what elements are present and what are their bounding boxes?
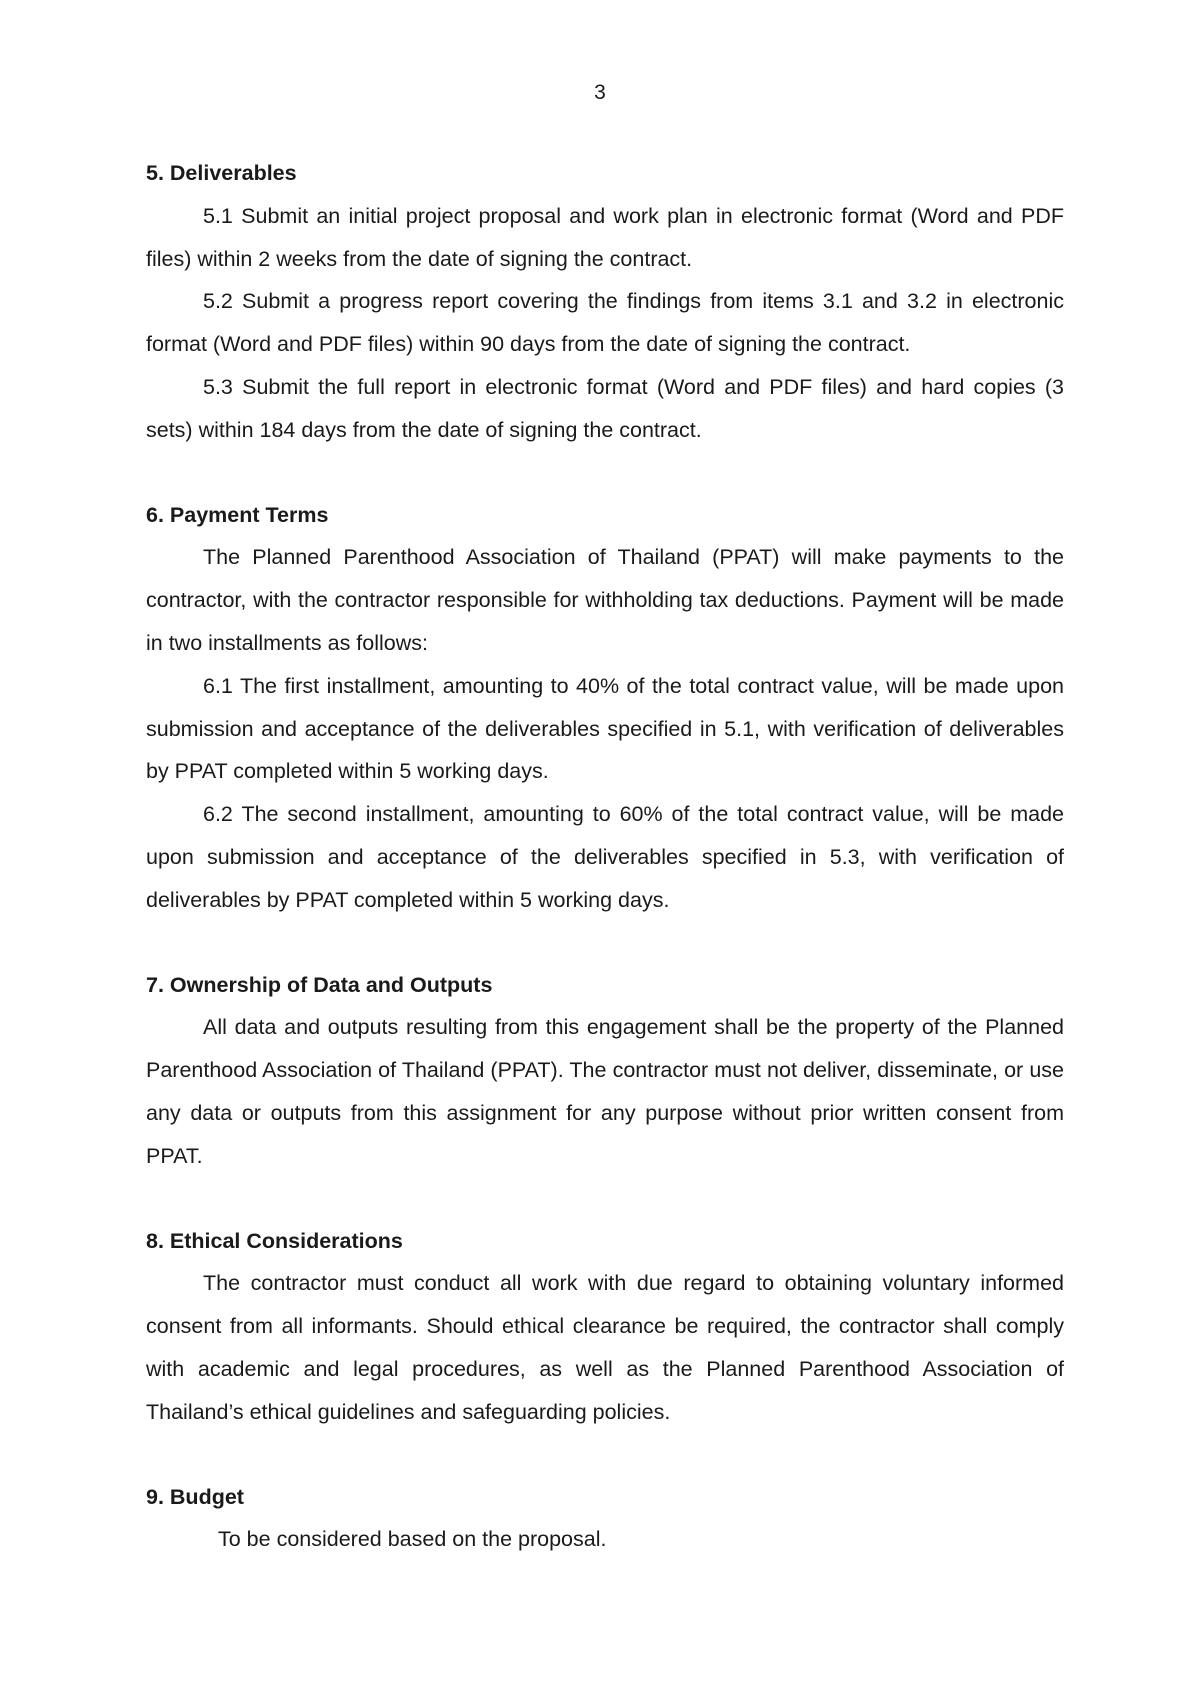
- paragraph-5-2: 5.2 Submit a progress report covering the findings from items 3.1 and 3.2 in electronic format (Word and PDF files) within 90 days from the date of signing the contract.: [146, 289, 1064, 357]
- section-budget: [146, 1476, 1064, 1562]
- paragraph-5-3: 5.3 Submit the full report in electronic format (Word and PDF files) and hard copies (3 sets) within 184 days from the date of signing the contract.: [146, 374, 1064, 442]
- page-number: 3: [594, 81, 606, 104]
- paragraph-6-1: 6.1 The first installment, amounting to 40% of the total contract value, will be made upon submission and acceptance of the deliverables specified in 5.1, with verification of deliverables by PPAT completed within 5 working days.: [146, 673, 1064, 784]
- section-ethical-considerations: [146, 1220, 1064, 1434]
- paragraph-6-2: 6.2 The second installment, amounting to 60% of the total contract value, will be made upon submission and acceptance of the deliverables specified in 5.3, with verification of deliverables by PPAT completed within 5 working days.: [146, 802, 1064, 912]
- section-ownership: [146, 964, 1064, 1178]
- paragraph-payment-intro: The Planned Parenthood Association of Thailand (PPAT) will make payments to the contractor, with the contractor responsible for withholding tax deductions. Payment will be made in two installments as follows:: [146, 545, 1064, 655]
- section-heading: 6. Payment Terms: [146, 502, 329, 527]
- section-heading: 9. Budget: [146, 1484, 244, 1509]
- section-deliverables: [146, 152, 1064, 452]
- paragraph-budget: To be considered based on the proposal.: [218, 1527, 607, 1552]
- paragraph-ownership: All data and outputs resulting from this engagement shall be the property of the Planned Parenthood Association of Thailand (PPAT). The contractor must not deliver, disseminate, or use any data or outputs from this assignment for any purpose without prior written consent from PPAT.: [146, 1015, 1064, 1168]
- section-payment-terms: [146, 494, 1064, 922]
- paragraph-ethics: The contractor must conduct all work with due regard to obtaining voluntary informed consent from all informants. Should ethical clearance be required, the contractor shall comply with academic and legal procedures, as well as the Planned Parenthood Association of Thailand’s ethical guidelines and safeguarding policies.: [146, 1271, 1064, 1424]
- paragraph-5-1: 5.1 Submit an initial project proposal and work plan in electronic format (Word and PDF files) within 2 weeks from the date of signing the contract.: [146, 203, 1064, 271]
- section-heading: 8. Ethical Considerations: [146, 1228, 403, 1253]
- section-heading: 5. Deliverables: [146, 161, 297, 185]
- document-body: [146, 152, 1064, 1603]
- section-heading: 7. Ownership of Data and Outputs: [146, 972, 493, 997]
